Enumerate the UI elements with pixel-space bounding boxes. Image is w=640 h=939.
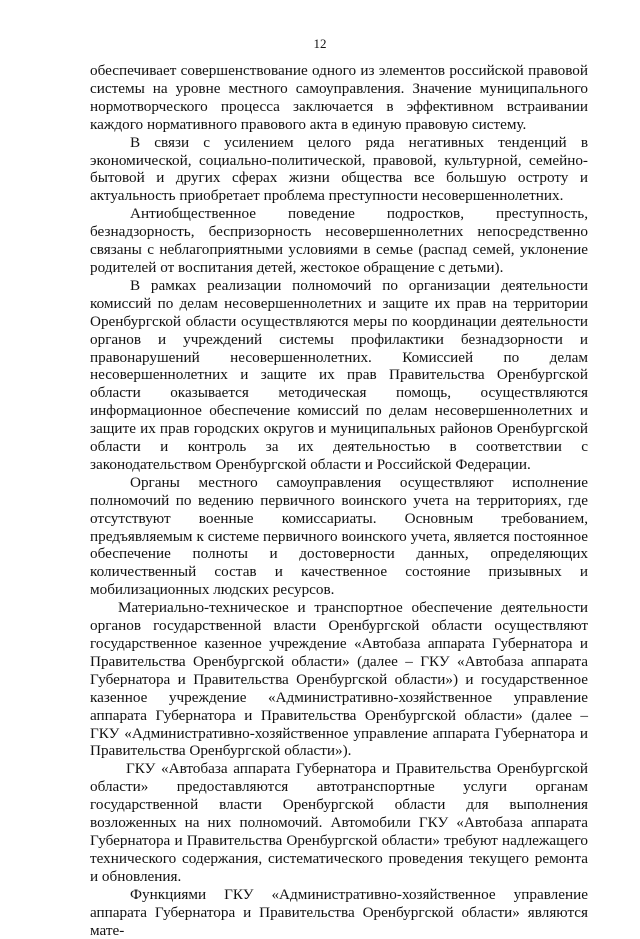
paragraph-continuation: обеспечивает совершенствование одного из элементов российской правовой системы на уровне местного самоуправления. Значение муниципального нормотворческого процесса заключается в эффективном встраивании каждого нормативного правового акта в единую правовую систему. (90, 62, 588, 133)
paragraph: Антиобщественное поведение подростков, преступность, безнадзорность, беспризорность несовершеннолетних непосредственно связаны с неблагоприятными условиями в семье (распад семей, уклонение родителей от воспитания детей, жестокое обращение с детьми). (90, 205, 588, 276)
paragraph: В рамках реализации полномочий по организации деятельности комиссий по делам несовершеннолетних и защите их прав на территории Оренбургской области осуществляются меры по координации деятельности органов и учреждений системы профилактики безнадзорности и правонарушений несовершеннолетних. Комиссией по делам несовершеннолетних и защите их прав Правительства Оренбургской области оказывается методическая помощь, осуществляются информационное обеспечение комиссий по делам несовершеннолетних и защите их прав городских округов и муниципальных районов Оренбургской области и контроль за их деятельностью в соответствии с законодательством Оренбургской области и Российской Федерации. (90, 276, 588, 473)
paragraph: Органы местного самоуправления осуществляют исполнение полномочий по ведению первичного воинского учета на территориях, где отсутствуют военные комиссариаты. Основным требованием, предъявляемым к системе первичного воинского учета, является постоянное обеспечение полноты и достоверности данных, определяющих количественный состав и качественное состояние призывных и мобилизационных людских ресурсов. (90, 473, 588, 599)
paragraph: В связи с усилением целого ряда негативных тенденций в экономической, социально-политической, правовой, культурной, семейно-бытовой и других сферах жизни общества все большую остроту и актуальность приобретает проблема преступности несовершеннолетних. (90, 133, 588, 205)
paragraph: ГКУ «Автобаза аппарата Губернатора и Правительства Оренбургской области» предоставляются автотранспортные услуги органам государственной власти Оренбургской области для выполнения возложенных на них полномочий. Автомобили ГКУ «Автобаза аппарата Губернатора и Правительства Оренбургской области» требуют надлежащего технического содержания, систематического проведения текущего ремонта и обновления. (90, 760, 588, 885)
paragraph: Функциями ГКУ «Административно-хозяйственное управление аппарата Губернатора и Правительства Оренбургской области» являются мате- (90, 885, 588, 939)
body-text (90, 62, 588, 939)
page-number: 12 (313, 36, 327, 51)
paragraph: Материально-техническое и транспортное обеспечение деятельности органов государственной власти Оренбургской области осуществляют государственное казенное учреждение «Автобаза аппарата Губернатора и Правительства Оренбургской области» (далее – ГКУ «Автобаза аппарата Губернатора и Правительства Оренбургской области») и государственное казенное учреждение «Административно-хозяйственное управление аппарата Губернатора и Правительства Оренбургской области» (далее – ГКУ «Административно-хозяйственное управление аппарата Губернатора и Правительства Оренбургской области»). (90, 599, 588, 760)
